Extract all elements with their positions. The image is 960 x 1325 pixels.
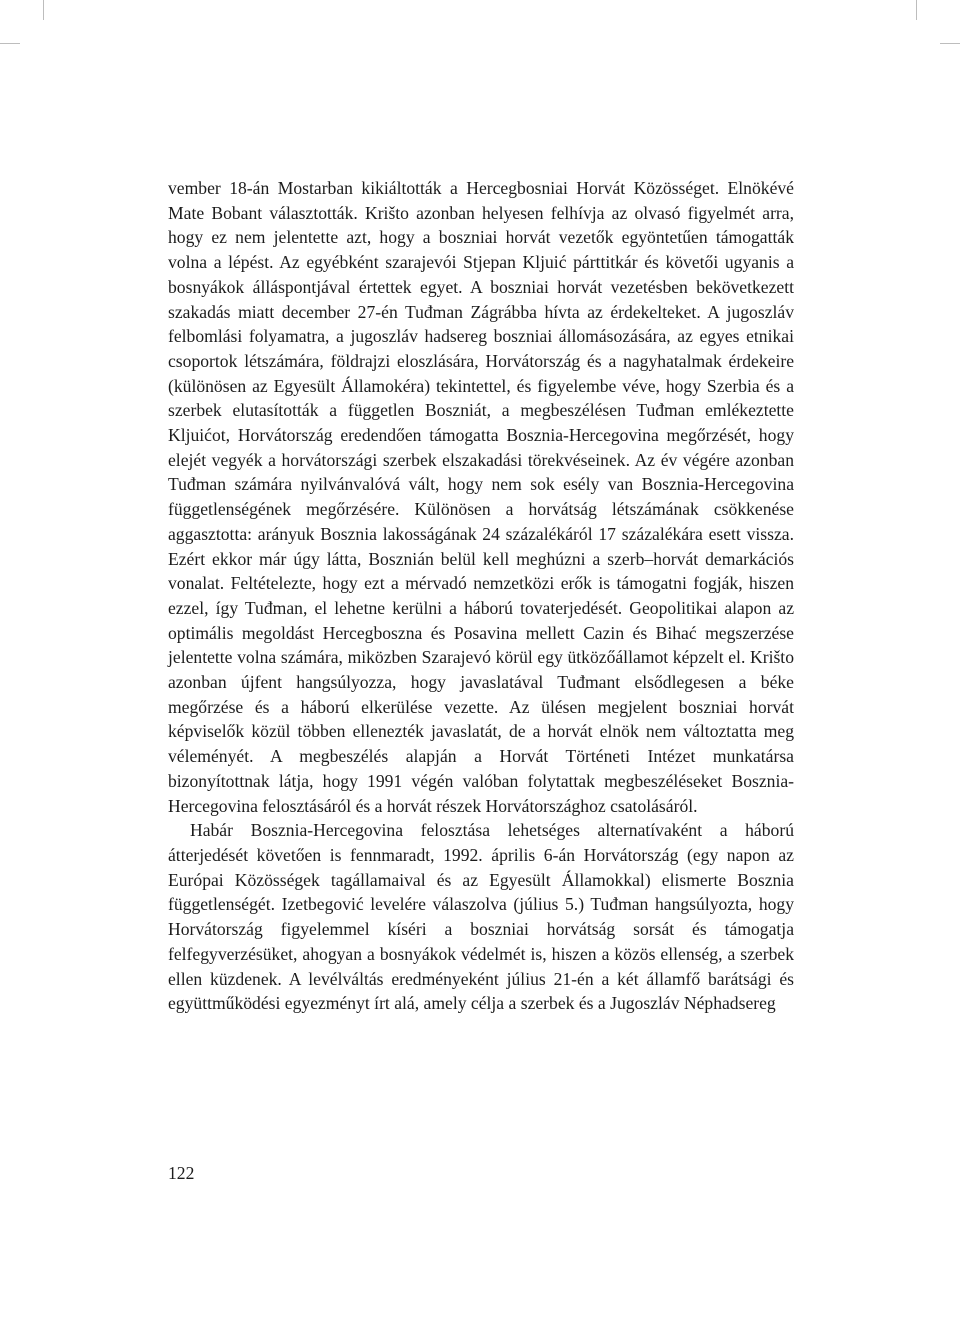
body-text [168, 176, 794, 1016]
crop-mark-top-right-vertical [916, 0, 917, 20]
paragraph: Habár Bosznia-Hercegovina felosztása lehetséges alternatívaként a háború átterjedését követően is fennmaradt, 1992. április 6-án Horvátország (egy napon az Európai Közösségek tagállamaival és az Egyesült Államokkal) elismerte Bosznia függetlenségét. Izetbegović levelére válaszolva (július 5.) Tuđman hangsúlyozta, hogy Horvátország figyelemmel kíséri a boszniai horvátság sorsát és támogatja felfegyverzésüket, ahogyan a bosnyákok védelmét is, hiszen a közös ellenség, a szerbek ellen küzdenek. A levélváltás eredményeként július 21-én a két államfő barátsági és együttműködési egyezményt írt alá, amely célja a szerbek és a Jugoszláv Néphadsereg [168, 820, 794, 1014]
crop-mark-top-right [940, 43, 960, 44]
crop-mark-top-left [0, 43, 20, 44]
paragraph-continuation: vember 18-án Mostarban kikiáltották a Hercegbosniai Horvát Közösséget. Elnökévé Mate Bobant választották. Krišto azonban helyesen felhívja az olvasó figyelmét arra, hogy ez nem jelentette azt, hogy a boszniai horvát vezetők egyöntetűen támogatták volna a lépést. Az egyébként szarajevói Stjepan Kljuić párttitkár és követői ugyanis a bosnyákok álláspontjával értettek egyet. A boszniai horvát vezetésben bekövetkezett szakadás miatt december 27-én Tuđman Zágrábba hívta az érdekelteket. A jugoszláv felbomlási folyamatra, a jugoszláv hadsereg boszniai állomásozására, az egyes etnikai csoportok létszámára, földrajzi eloszlására, Horvátország és a nagyhatalmak érdekeire (különösen az Egyesült Államokéra) tekintettel, és figyelembe véve, hogy Szerbia és a szerbek elutasították a független Boszniát, a megbeszélésen Tuđman emlékeztette Kljuićot, Horvátország eredendően támogatta Bosznia-Hercegovina megőrzését, hogy elejét vegyék a horvátországi szerbek elszakadási törekvéseinek. Az év végére azonban Tuđman számára nyilvánvalóvá vált, hogy nem sok esély van Bosznia-Hercegovina függetlenségének megőrzésére. Különösen a horvátság létszámának csökkenése aggasztotta: arányuk Bosznia lakosságának 24 százalékáról 17 százalékára esett vissza. Ezért ekkor már úgy látta, Bosznián belül kell meghúzni a szerb–horvát demarkációs vonalat. Feltételezte, hogy ezt a mérvadó nemzetközi erők is támogatni fogják, hiszen ezzel, így Tuđman, el lehetne kerülni a háború tovaterjedését. Geopolitikai alapon az optimális megoldást Hercegboszna és Posavina mellett Cazin és Bihać megszerzése jelentette volna számára, miközben Szarajevó körül egy ütközőállamot képzelt el. Krišto azonban újfent hangsúlyozza, hogy javaslatával Tuđmant elsődlegesen a béke megőrzése és a háború elkerülése vezette. Az ülésen megjelent boszniai horvát képviselők közül többen ellenezték javaslatát, de a horvát elnök nem változtatta meg véleményét. A megbeszélés alapján a Horvát Történeti Intézet munkatársa bizonyítottnak látja, hogy 1991 végén valóban folytattak megbeszéléseket Bosznia-Hercegovina felosztásáról és a horvát részek Horvátországhoz csatolásáról. [168, 178, 794, 816]
page-number: 122 [168, 1163, 195, 1183]
crop-mark-top-left-vertical [43, 0, 44, 20]
